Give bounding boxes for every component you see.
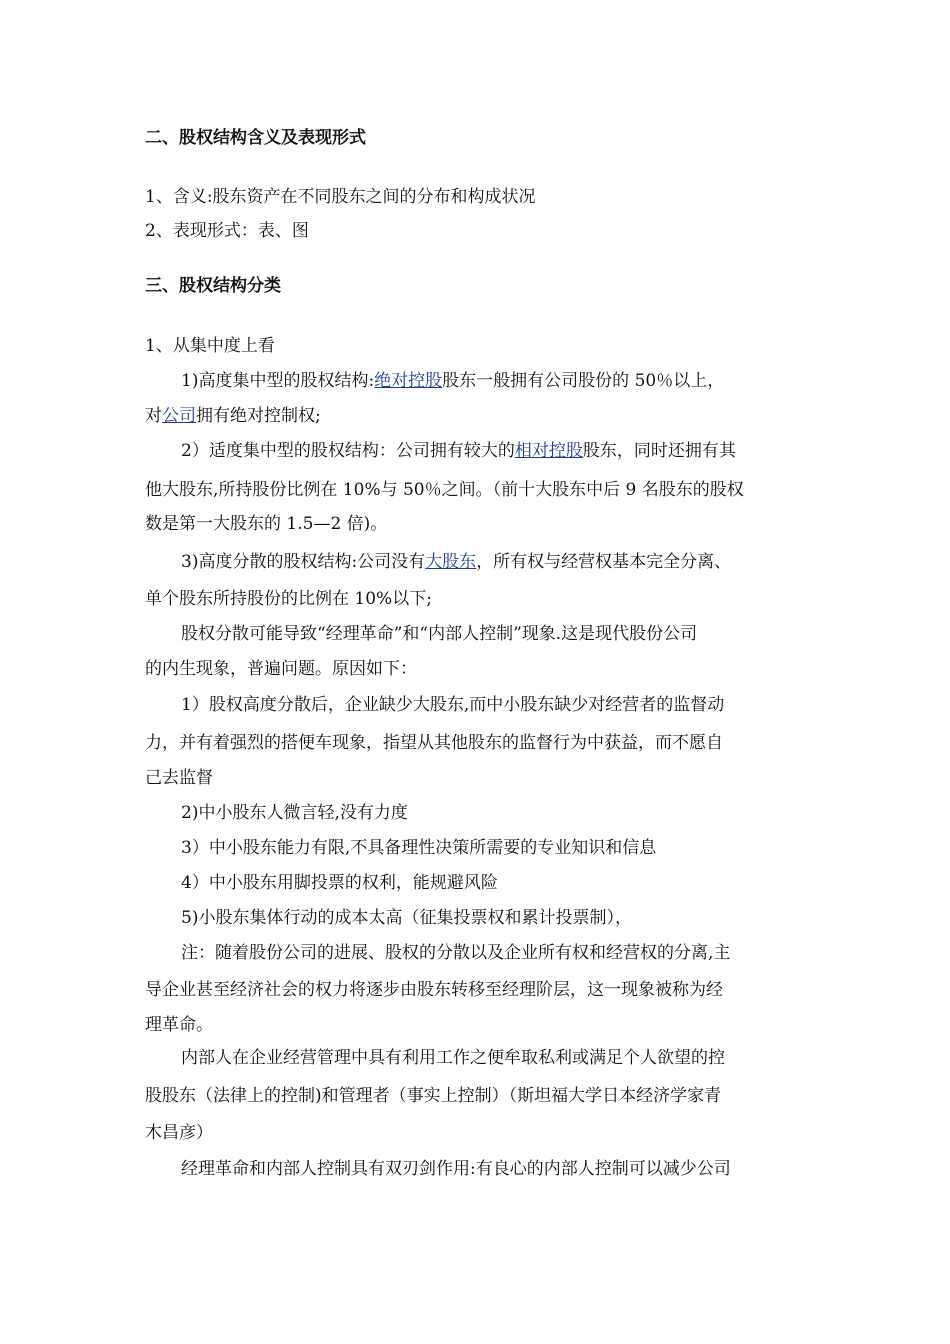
text-run: 股东，同时还拥有其 (582, 441, 736, 461)
paragraph-high-concentration (181, 369, 815, 393)
form-item: 2、表现形式：表、图 (145, 221, 309, 241)
paragraph-line: 力，并有着强烈的搭便车现象，指望从其他股东的监督行为中获益，而不愿自 (145, 733, 723, 753)
definition-item: 1、含义:股东资产在不同股东之间的分布和构成状况 (145, 187, 536, 207)
text-run: 拥有绝对控制权; (196, 406, 321, 426)
double-edged-paragraph: 经理革命和内部人控制具有双刃剑作用:有良心的内部人控制可以减少公司 (181, 1159, 731, 1179)
paragraph-moderate-concentration (181, 439, 815, 463)
section-heading-2: 二、股权结构含义及表现形式 (145, 128, 366, 148)
reason-1: 1）股权高度分散后，企业缺少大股东,而中小股东缺少对经营者的监督动 (181, 695, 725, 715)
link-major-shareholder[interactable]: 大股东 (425, 552, 477, 572)
paragraph-line: 导企业甚至经济社会的权力将逐步由股东转移至经理阶层，这一现象被称为经 (145, 980, 723, 1000)
text-run: 1)高度集中型的股权结构: (181, 371, 375, 391)
paragraph-line: 己去监督 (145, 768, 213, 788)
insider-paragraph: 内部人在企业经营管理中具有利用工作之便牟取私利或满足个人欲望的控 (181, 1048, 725, 1068)
paragraph-line (145, 404, 815, 428)
paragraph-dispersion-effects: 股权分散可能导致“经理革命”和“内部人控制”现象.这是现代股份公司 (181, 624, 698, 644)
paragraph-line: 木昌彦） (145, 1123, 213, 1143)
reason-5: 5)小股东集体行动的成本太高（征集投票权和累计投票制）， (181, 908, 632, 928)
reason-4: 4）中小股东用脚投票的权利，能规避风险 (181, 873, 498, 893)
reason-2: 2)中小股东人微言轻,没有力度 (181, 803, 408, 823)
text-run: 对 (145, 406, 162, 426)
section-heading-3: 三、股权结构分类 (145, 276, 281, 296)
paragraph-line: 股股东（法律上的控制)和管理者（事实上控制）（斯坦福大学日本经济学家青 (145, 1086, 722, 1106)
text-run: ，所有权与经营权基本完全分离、 (476, 552, 732, 572)
link-company[interactable]: 公司 (162, 406, 196, 426)
subsection-concentration: 1、从集中度上看 (145, 336, 275, 356)
text-run: 股东一般拥有公司股份的 50％以上， (442, 371, 725, 391)
paragraph-line: 理革命。 (145, 1015, 213, 1035)
paragraph-line: 他大股东,所持股份比例在 10%与 50％之间。（前十大股东中后 9 名股东的股权 (145, 480, 744, 500)
paragraph-line: 的内生现象，普遍问题。原因如下： (145, 659, 417, 679)
paragraph-line: 单个股东所持股份的比例在 10%以下; (145, 589, 432, 609)
text-run: 3)高度分散的股权结构:公司没有 (181, 552, 426, 572)
link-relative-control[interactable]: 相对控股 (514, 441, 583, 461)
note-paragraph: 注：随着股份公司的进展、股权的分散以及企业所有权和经营权的分离,主 (181, 943, 731, 963)
reason-3: 3）中小股东能力有限,不具备理性决策所需要的专业知识和信息 (181, 838, 657, 858)
paragraph-line: 数是第一大股东的 1.5—2 倍)。 (145, 514, 388, 534)
text-run: 2）适度集中型的股权结构：公司拥有较大的 (181, 441, 515, 461)
link-absolute-control[interactable]: 绝对控股 (374, 371, 443, 391)
paragraph-dispersed (181, 550, 815, 574)
